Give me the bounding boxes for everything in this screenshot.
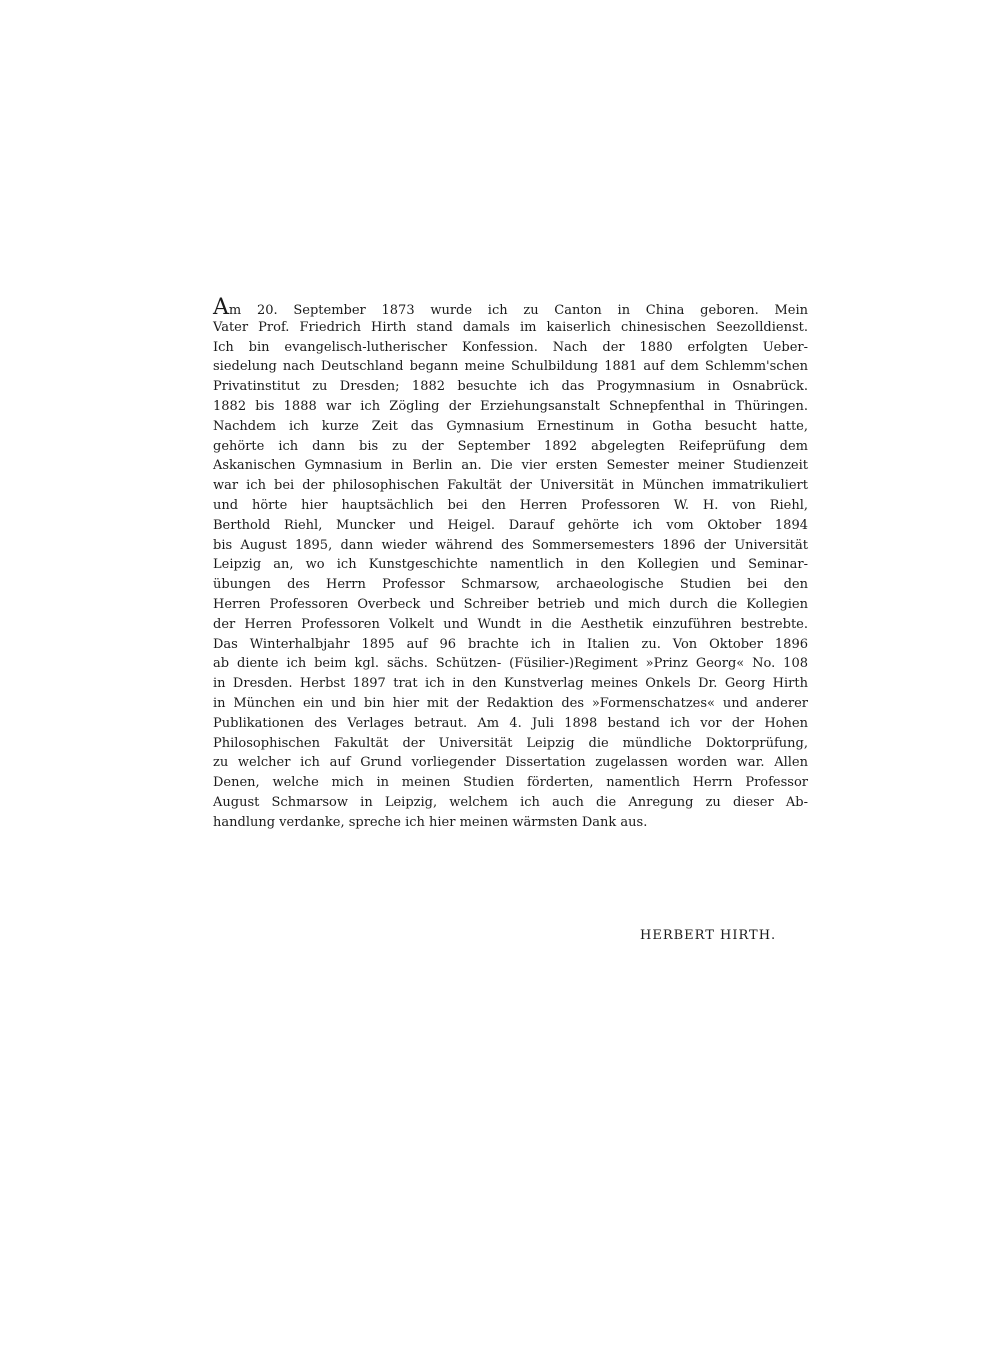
line-text: m 20. September 1873 wurde ich zu Canton in China geboren. Mein <box>228 303 808 318</box>
text-line: Herren Professoren Overbeck und Schreiber betrieb und mich durch die Kollegien <box>213 596 808 612</box>
text-line: Vater Prof. Friedrich Hirth stand damals im kaiserlich chinesischen Seezolldienst. <box>213 319 808 335</box>
text-line: August Schmarsow in Leipzig, welchem ich auch die Anregung zu dieser Ab- <box>213 794 808 810</box>
text-line: der Herren Professoren Volkelt und Wundt in die Aesthetik einzuführen bestrebte. <box>213 616 808 632</box>
text-line: Askanischen Gymnasium in Berlin an. Die vier ersten Semester meiner Studienzeit <box>213 458 808 474</box>
text-line: ab diente ich beim kgl. sächs. Schützen- (Füsilier-)Regiment »Prinz Georg« No. 108 <box>213 656 808 672</box>
text-line: gehörte ich dann bis zu der September 1892 abgelegten Reifeprüfung dem <box>213 438 808 454</box>
text-line: Berthold Riehl, Muncker und Heigel. Darauf gehörte ich vom Oktober 1894 <box>213 517 808 533</box>
text-line: war ich bei der philosophischen Fakultät der Universität in München immatrikuliert <box>213 478 808 494</box>
text-line: bis August 1895, dann wieder während des Sommersemesters 1896 der Universität <box>213 537 808 553</box>
text-line: zu welcher ich auf Grund vorliegender Dissertation zugelassen worden war. Allen <box>213 755 808 771</box>
text-line: Publikationen des Verlages betraut. Am 4. Juli 1898 bestand ich vor der Hohen <box>213 715 808 731</box>
initial-letter: A <box>213 295 229 320</box>
text-line: in München ein und bin hier mit der Redaktion des »Formenschatzes« und anderer <box>213 695 808 711</box>
text-line: Nachdem ich kurze Zeit das Gymnasium Ernestinum in Gotha besucht hatte, <box>213 418 808 434</box>
text-line: Privatinstitut zu Dresden; 1882 besuchte ich das Progymnasium in Osnabrück. <box>213 379 808 395</box>
biography-text <box>213 295 808 833</box>
text-line: übungen des Herrn Professor Schmarsow, archaeologische Studien bei den <box>213 577 808 593</box>
text-line: Das Winterhalbjahr 1895 auf 96 brachte ich in Italien zu. Von Oktober 1896 <box>213 636 808 652</box>
text-line: Denen, welche mich in meinen Studien förderten, namentlich Herrn Professor <box>213 775 808 791</box>
signature: HERBERT HIRTH. <box>640 928 777 943</box>
text-line: Ich bin evangelisch-lutherischer Konfession. Nach der 1880 erfolgten Ueber- <box>213 339 808 355</box>
text-line: handlung verdanke, spreche ich hier meinen wärmsten Dank aus. <box>213 814 648 830</box>
text-line: Philosophischen Fakultät der Universität Leipzig die mündliche Doktorprüfung, <box>213 735 808 751</box>
text-line: Leipzig an, wo ich Kunstgeschichte namentlich in den Kollegien und Seminar- <box>213 557 808 573</box>
text-line <box>213 295 808 320</box>
text-line: und hörte hier hauptsächlich bei den Herren Professoren W. H. von Riehl, <box>213 497 808 513</box>
text-line: siedelung nach Deutschland begann meine Schulbildung 1881 auf dem Schlemm'schen <box>213 359 808 375</box>
text-line: in Dresden. Herbst 1897 trat ich in den Kunstverlag meines Onkels Dr. Georg Hirth <box>213 676 808 692</box>
text-line: 1882 bis 1888 war ich Zögling der Erziehungsanstalt Schnepfenthal in Thüringen. <box>213 398 808 414</box>
